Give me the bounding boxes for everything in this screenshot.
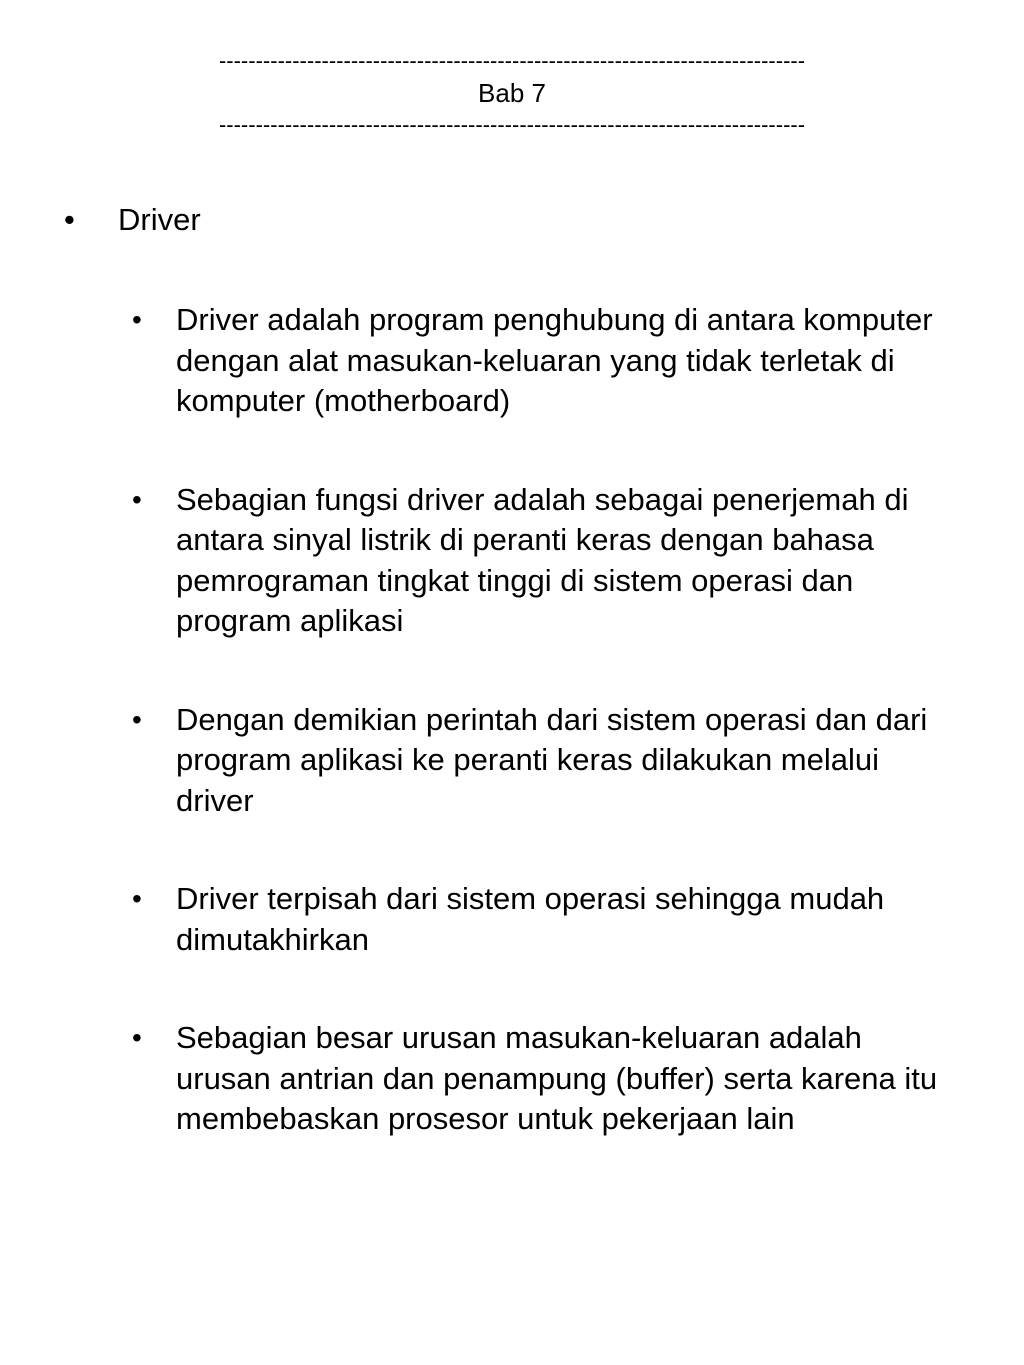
point-text: Sebagian besar urusan masukan-keluaran adalah urusan antrian dan penampung (buffer) serta karena itu membebaskan prosesor untuk pekerjaan lain (176, 1020, 938, 1136)
topic-item (0, 200, 1024, 240)
bullet-icon: • (132, 1022, 142, 1053)
point-text: Driver terpisah dari sistem operasi sehingga mudah dimutakhirkan (176, 881, 885, 957)
bullet-icon: • (132, 304, 142, 335)
point-text: Dengan demikian perintah dari sistem operasi dan dari program aplikasi ke peranti keras dilakukan melalui driver (176, 701, 928, 818)
list-item (0, 1018, 1024, 1140)
list-item (0, 700, 1024, 822)
bullet-icon: • (64, 202, 75, 237)
bullet-icon: • (132, 703, 142, 735)
slide-content (0, 200, 1024, 1198)
point-text: Driver adalah program penghubung di antara komputer dengan alat masukan-keluaran yang tidak terletak di komputer (motherboard) (176, 302, 933, 418)
page-header (0, 46, 1024, 140)
topic-label: Driver (118, 202, 201, 237)
header-divider-top: -------------------------------------------------------------------------------- (218, 48, 806, 73)
point-text: Sebagian fungsi driver adalah sebagai penerjemah di antara sinyal listrik di peranti keras dengan bahasa pemrograman tingkat tinggi di sistem operasi dan program aplikasi (176, 481, 909, 638)
header-divider-bottom: -------------------------------------------------------------------------------- (218, 112, 806, 137)
list-item (0, 879, 1024, 960)
list-item (0, 300, 1024, 422)
bullet-icon: • (132, 483, 142, 515)
bullet-icon: • (132, 883, 142, 914)
point-list (0, 300, 1024, 1140)
list-item (0, 480, 1024, 642)
chapter-title: Bab 7 (478, 78, 546, 108)
